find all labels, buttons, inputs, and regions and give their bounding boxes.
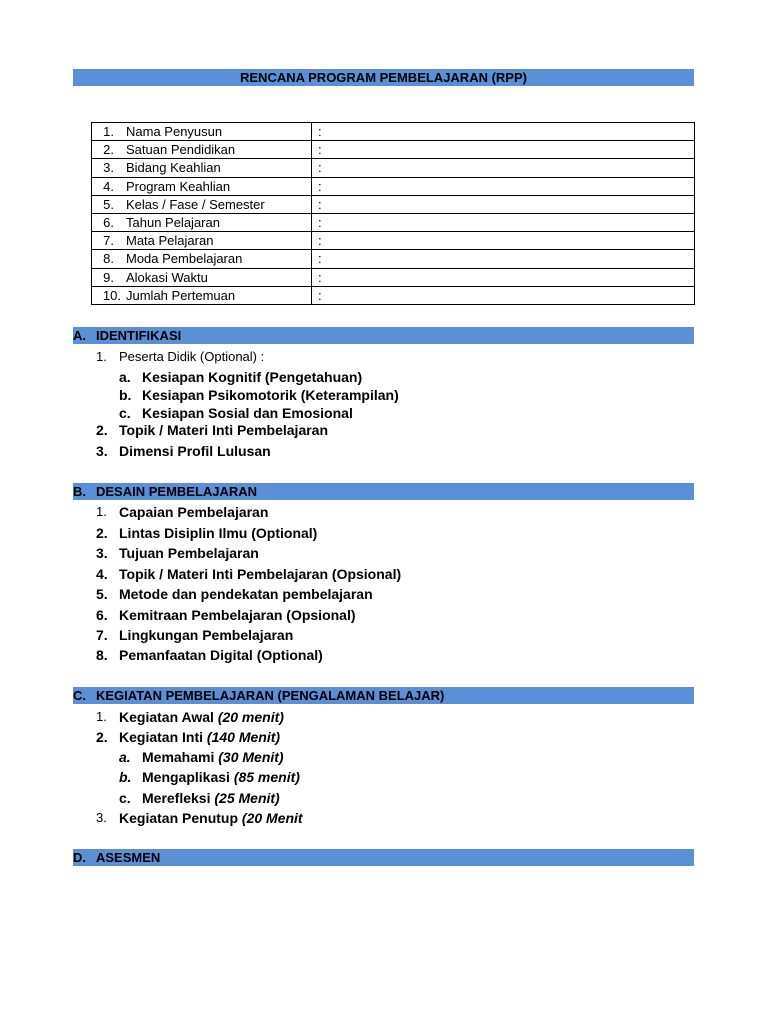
table-row [92, 232, 695, 250]
row-label: Program Keahlian [126, 178, 231, 194]
list-text [119, 728, 280, 746]
row-label: Jumlah Pertemuan [126, 287, 236, 303]
list-text [142, 748, 284, 766]
list-number: 4. [96, 566, 108, 582]
activity-name: Kegiatan Penutup [119, 810, 239, 826]
row-number: 10. [102, 287, 121, 303]
list-text [119, 708, 284, 726]
info-label-cell [92, 213, 312, 231]
info-table [91, 122, 695, 305]
section-letter: B. [73, 484, 86, 499]
list-number: 1. [96, 709, 107, 724]
info-label-cell [92, 195, 312, 213]
activity-duration: (20 Menit [241, 810, 303, 826]
list-number: 8. [96, 647, 108, 663]
activity-duration: (20 menit) [217, 709, 284, 725]
info-value-cell[interactable] [312, 232, 695, 250]
info-value-cell[interactable] [312, 213, 695, 231]
activity-name: Merefleksi [142, 790, 211, 806]
row-separator: : [318, 160, 322, 176]
row-number: 9. [103, 269, 114, 285]
row-separator: : [318, 269, 322, 285]
info-value-cell[interactable] [312, 286, 695, 304]
info-label-cell [92, 250, 312, 268]
row-separator: : [318, 233, 322, 249]
row-number: 8. [103, 251, 114, 267]
row-label: Bidang Keahlian [126, 160, 221, 176]
list-text: Kemitraan Pembelajaran (Opsional) [119, 607, 356, 623]
list-number: 3. [96, 810, 107, 825]
info-value-cell[interactable] [312, 159, 695, 177]
list-letter: c. [119, 405, 131, 421]
row-number: 4. [103, 178, 114, 194]
row-label: Kelas / Fase / Semester [126, 196, 265, 212]
activity-duration: (85 menit) [233, 769, 300, 785]
info-label-cell [92, 232, 312, 250]
row-separator: : [318, 215, 322, 231]
info-label-cell [92, 159, 312, 177]
activity-name: Kegiatan Awal [119, 709, 214, 725]
list-text: Kesiapan Sosial dan Emosional [142, 405, 353, 421]
list-text: Kesiapan Kognitif (Pengetahuan) [142, 369, 363, 385]
info-value-cell[interactable] [312, 123, 695, 141]
list-text [119, 809, 303, 827]
list-text: Topik / Materi Inti Pembelajaran [119, 422, 329, 438]
list-text [142, 768, 300, 786]
list-letter: a. [119, 369, 131, 385]
row-label: Moda Pembelajaran [126, 251, 243, 267]
info-label-cell [92, 123, 312, 141]
activity-name: Mengaplikasi [142, 769, 230, 785]
list-number: 7. [96, 627, 108, 643]
table-row [92, 213, 695, 231]
list-number: 1. [96, 349, 107, 364]
row-separator: : [318, 124, 322, 140]
list-number: 3. [96, 443, 108, 459]
activity-duration: (30 Menit) [218, 749, 284, 765]
document-title-bar [73, 69, 694, 86]
row-number: 3. [103, 160, 114, 176]
section-title: KEGIATAN PEMBELAJARAN (PENGALAMAN BELAJAR) [96, 688, 445, 703]
document-title: RENCANA PROGRAM PEMBELAJARAN (RPP) [240, 70, 527, 85]
row-label: Alokasi Waktu [126, 269, 208, 285]
list-text: Lintas Disiplin Ilmu (Optional) [119, 525, 318, 541]
info-value-cell[interactable] [312, 141, 695, 159]
list-text: Dimensi Profil Lulusan [119, 443, 271, 459]
row-number: 1. [103, 124, 114, 140]
info-value-cell[interactable] [312, 195, 695, 213]
section-letter: D. [73, 850, 86, 865]
section-d-header [73, 849, 694, 866]
list-number: 2. [96, 729, 108, 745]
list-text [142, 789, 280, 807]
table-row [92, 195, 695, 213]
info-label-cell [92, 268, 312, 286]
list-number: 1. [96, 504, 107, 519]
list-number: 6. [96, 607, 108, 623]
info-value-cell[interactable] [312, 268, 695, 286]
list-text: Peserta Didik (Optional) : [119, 349, 265, 364]
row-separator: : [318, 287, 322, 303]
row-label: Nama Penyusun [126, 124, 223, 140]
activity-name: Kegiatan Inti [119, 729, 204, 745]
info-value-cell[interactable] [312, 250, 695, 268]
list-text: Metode dan pendekatan pembelajaran [119, 586, 373, 602]
activity-duration: (25 Menit) [214, 790, 280, 806]
section-a-header [73, 327, 694, 344]
table-row [92, 250, 695, 268]
activity-name: Memahami [142, 749, 215, 765]
section-title: DESAIN PEMBELAJARAN [96, 484, 258, 499]
section-title: ASESMEN [96, 850, 161, 865]
row-number: 6. [103, 215, 114, 231]
list-number: 2. [96, 422, 108, 438]
table-row [92, 177, 695, 195]
list-letter: a. [119, 749, 131, 765]
info-label-cell [92, 177, 312, 195]
list-text: Topik / Materi Inti Pembelajaran (Opsional) [119, 566, 402, 582]
list-number: 3. [96, 545, 108, 561]
info-value-cell[interactable] [312, 177, 695, 195]
row-label: Mata Pelajaran [126, 233, 214, 249]
list-text: Pemanfaatan Digital (Optional) [119, 647, 323, 663]
section-title: IDENTIFIKASI [96, 328, 182, 343]
row-separator: : [318, 142, 322, 158]
row-separator: : [318, 178, 322, 194]
section-b-header [73, 483, 694, 500]
info-label-cell [92, 286, 312, 304]
list-text: Tujuan Pembelajaran [119, 545, 259, 561]
section-letter: C. [73, 688, 86, 703]
table-row [92, 286, 695, 304]
row-label: Satuan Pendidikan [126, 142, 236, 158]
table-row [92, 268, 695, 286]
list-letter: b. [119, 387, 132, 403]
table-row [92, 141, 695, 159]
table-row [92, 159, 695, 177]
row-separator: : [318, 251, 322, 267]
section-letter: A. [73, 328, 86, 343]
list-text: Capaian Pembelajaran [119, 504, 269, 520]
info-label-cell [92, 141, 312, 159]
list-letter: c. [119, 790, 131, 806]
list-number: 5. [96, 586, 108, 602]
table-row [92, 123, 695, 141]
list-text: Kesiapan Psikomotorik (Keterampilan) [142, 387, 399, 403]
list-number: 2. [96, 525, 108, 541]
row-number: 2. [103, 142, 114, 158]
row-number: 5. [103, 196, 114, 212]
row-label: Tahun Pelajaran [126, 215, 220, 231]
row-separator: : [318, 196, 322, 212]
list-text: Lingkungan Pembelajaran [119, 627, 294, 643]
section-c-header [73, 687, 694, 704]
activity-duration: (140 Menit) [206, 729, 281, 745]
row-number: 7. [103, 233, 114, 249]
list-letter: b. [119, 769, 132, 785]
